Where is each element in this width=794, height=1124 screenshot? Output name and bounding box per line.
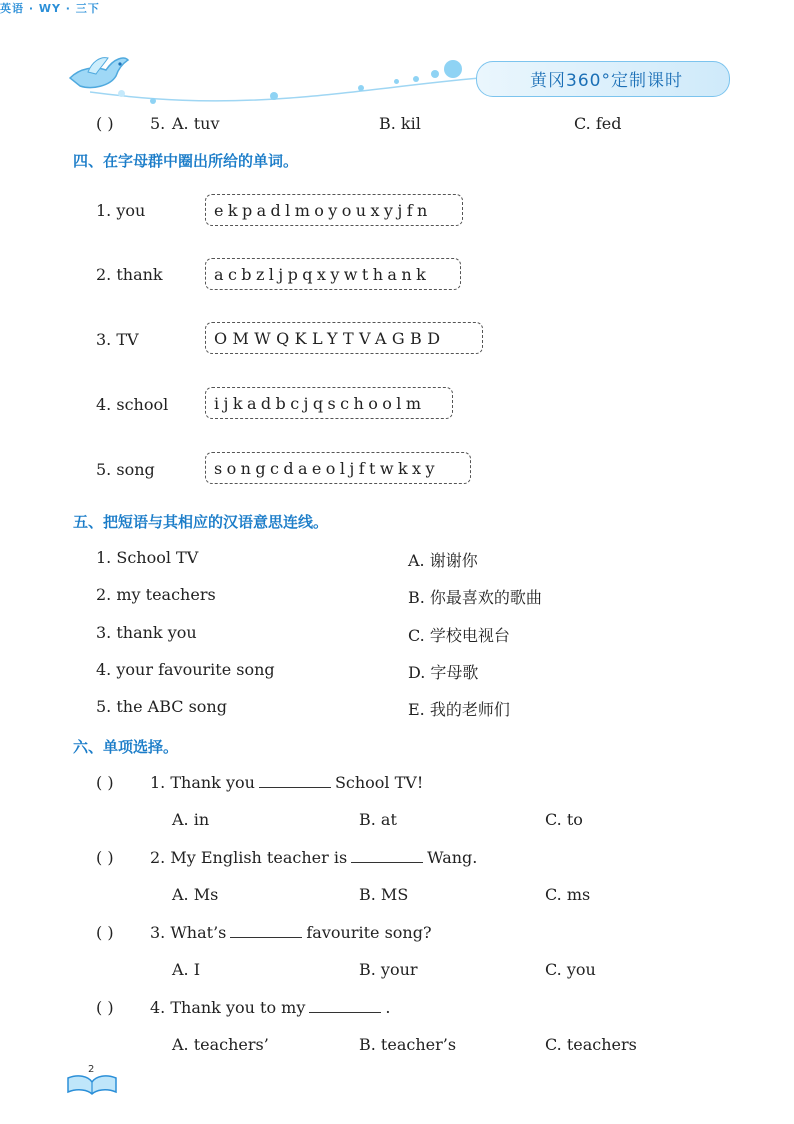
question-text: School TV! xyxy=(334,773,424,792)
fill-blank[interactable] xyxy=(309,1000,381,1013)
section-4-title: 四、在字母群中圈出所给的单词。 xyxy=(73,152,299,170)
option-c: C. ms xyxy=(545,885,591,904)
option-a: A. I xyxy=(172,960,201,979)
option-b: B. teacher’s xyxy=(359,1035,457,1054)
question-number: 5. xyxy=(150,114,166,133)
page-number: 2 xyxy=(88,1064,95,1075)
question-stem xyxy=(150,998,390,1017)
fill-blank[interactable] xyxy=(351,850,423,863)
question-text: favourite song? xyxy=(306,923,432,942)
series-banner-text: 黄冈360°定制课时 xyxy=(530,71,683,91)
question-text: 3. What’s xyxy=(150,923,227,942)
meaning-right[interactable]: C. 学校电视台 xyxy=(408,626,510,645)
option-a: A. teachers’ xyxy=(172,1035,269,1054)
meaning-right[interactable]: E. 我的老师们 xyxy=(408,700,510,719)
option-a: A. in xyxy=(172,810,210,829)
letter-grid[interactable]: ijkadbcjqschoolm xyxy=(205,387,453,419)
letter-grid[interactable]: ekpadlmoyouxyjfn xyxy=(205,194,463,226)
answer-paren[interactable]: ( ) xyxy=(96,114,114,133)
option-a: A. Ms xyxy=(172,885,219,904)
question-text: 4. Thank you to my xyxy=(150,998,306,1017)
letter-grid[interactable]: songcdaeoljftwkxy xyxy=(205,452,471,484)
wave-line-icon xyxy=(90,70,480,110)
fill-blank[interactable] xyxy=(259,775,331,788)
phrase-left[interactable]: 1. School TV xyxy=(96,548,199,567)
option-b: B. kil xyxy=(379,114,421,133)
option-b: B. MS xyxy=(359,885,409,904)
letter-grid[interactable]: OMWQKLYTVAGBD xyxy=(205,322,483,354)
word-label: 3. TV xyxy=(96,330,139,349)
question-text: . xyxy=(385,998,391,1017)
answer-paren[interactable]: ( ) xyxy=(96,923,114,942)
section-5-title: 五、把短语与其相应的汉语意思连线。 xyxy=(73,513,329,531)
meaning-right[interactable]: A. 谢谢你 xyxy=(408,551,478,570)
phrase-left[interactable]: 2. my teachers xyxy=(96,585,216,604)
phrase-left[interactable]: 3. thank you xyxy=(96,623,197,642)
word-label: 5. song xyxy=(96,460,155,479)
option-c: C. fed xyxy=(574,114,622,133)
book-icon xyxy=(66,1072,118,1096)
option-c: C. teachers xyxy=(545,1035,637,1054)
question-text: 2. My English teacher is xyxy=(150,848,348,867)
option-a: A. tuv xyxy=(172,114,220,133)
question-text: 1. Thank you xyxy=(150,773,255,792)
section-6-title: 六、单项选择。 xyxy=(73,738,179,756)
meaning-right[interactable]: B. 你最喜欢的歌曲 xyxy=(408,588,542,607)
answer-paren[interactable]: ( ) xyxy=(96,848,114,867)
answer-paren[interactable]: ( ) xyxy=(96,998,114,1017)
word-label: 4. school xyxy=(96,395,169,414)
question-stem xyxy=(150,848,477,867)
meaning-right[interactable]: D. 字母歌 xyxy=(408,663,479,682)
word-label: 1. you xyxy=(96,201,146,220)
subject-label: 英语 · WY · 三下 xyxy=(0,2,100,15)
phrase-left[interactable]: 5. the ABC song xyxy=(96,697,227,716)
option-b: B. your xyxy=(359,960,418,979)
word-label: 2. thank xyxy=(96,265,163,284)
option-c: C. you xyxy=(545,960,596,979)
question-stem xyxy=(150,773,423,792)
option-b: B. at xyxy=(359,810,397,829)
question-stem xyxy=(150,923,432,942)
question-text: Wang. xyxy=(427,848,478,867)
fill-blank[interactable] xyxy=(230,925,302,938)
letter-grid[interactable]: acbzljpqxywthank xyxy=(205,258,461,290)
answer-paren[interactable]: ( ) xyxy=(96,773,114,792)
option-c: C. to xyxy=(545,810,583,829)
phrase-left[interactable]: 4. your favourite song xyxy=(96,660,275,679)
